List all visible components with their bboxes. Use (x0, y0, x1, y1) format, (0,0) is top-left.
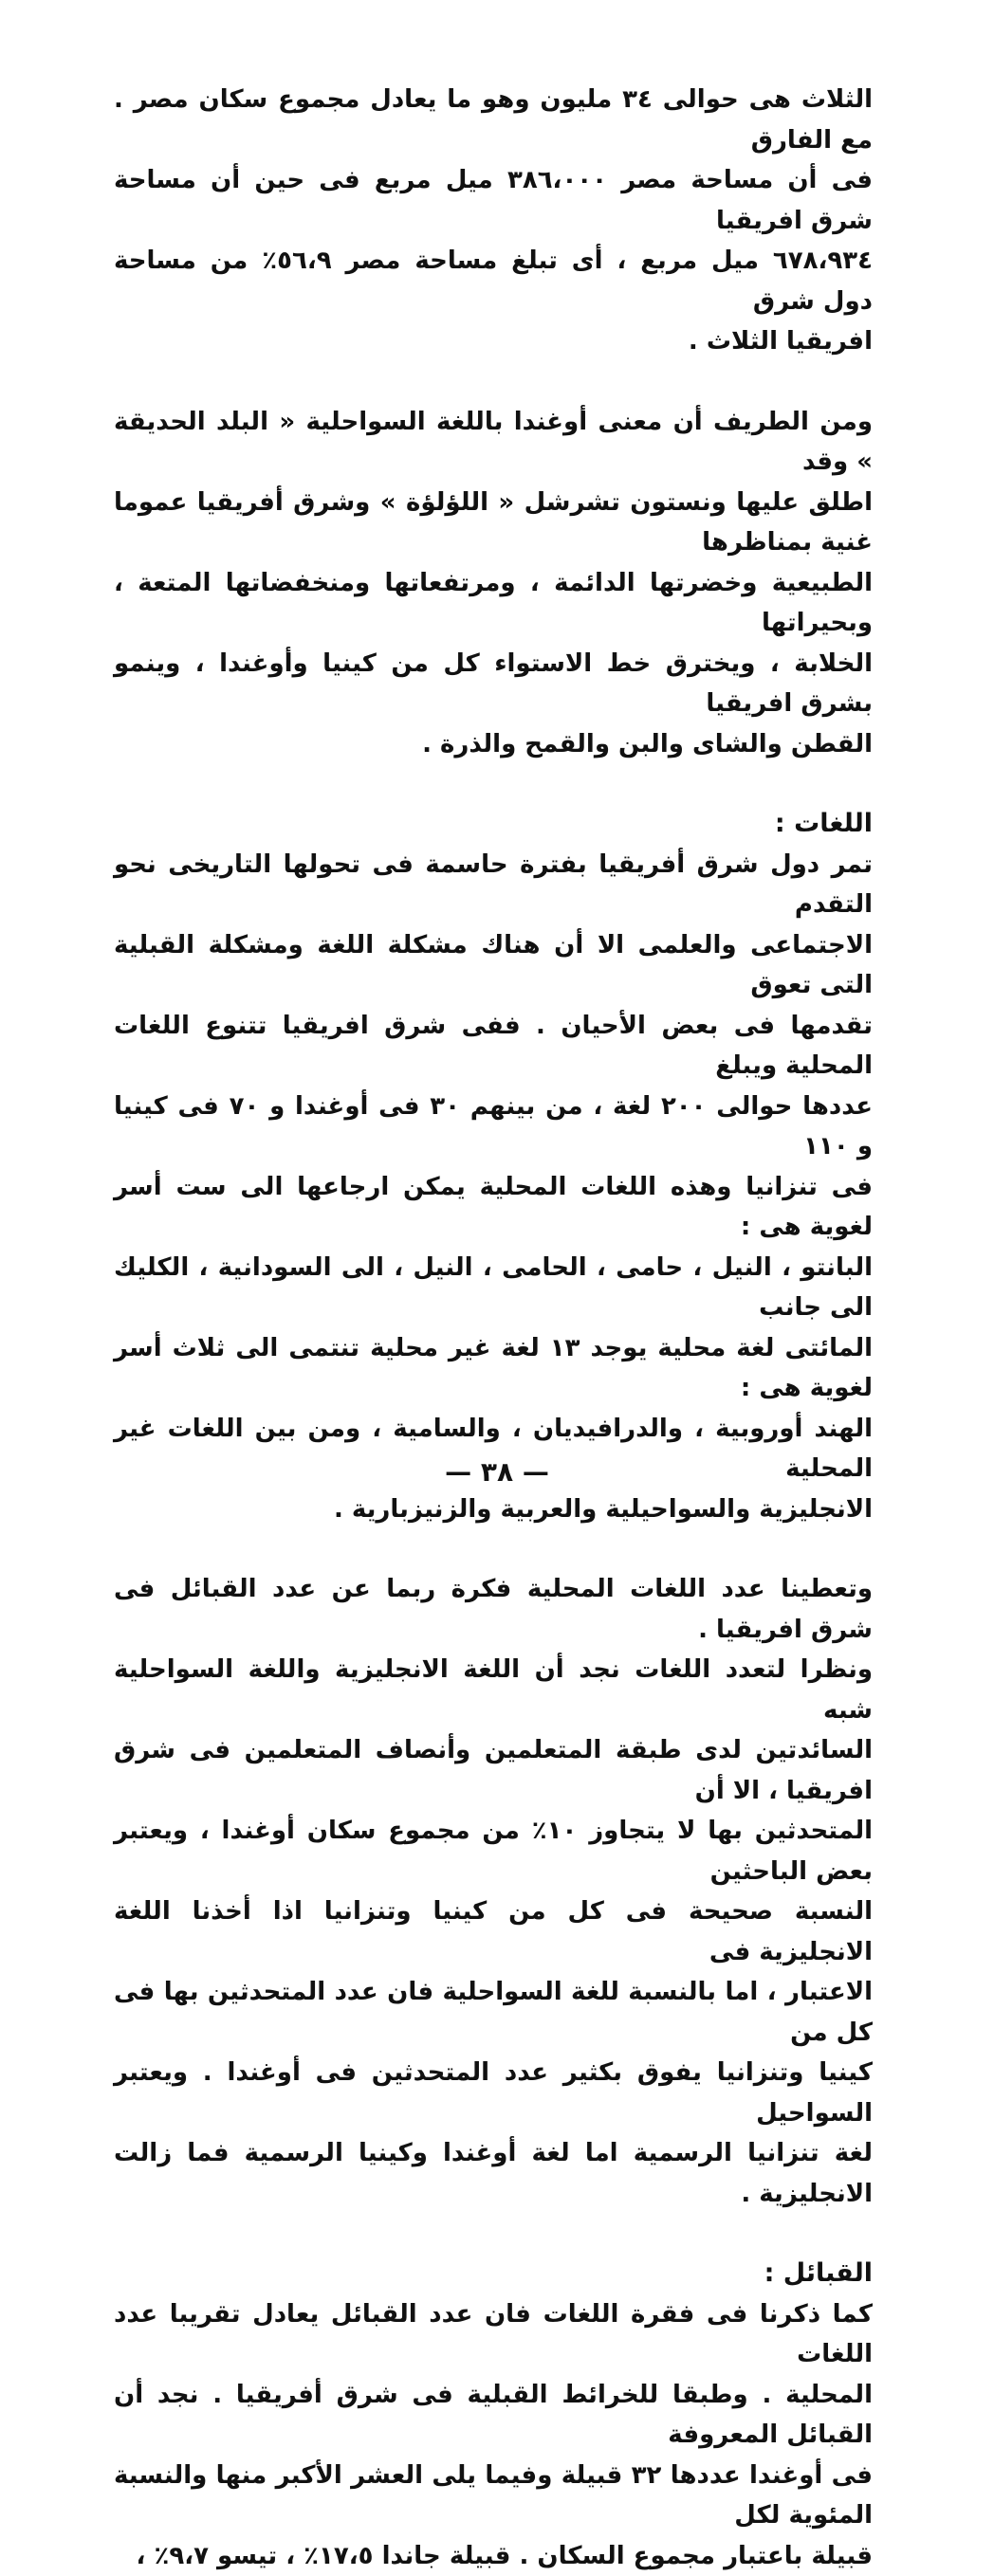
page-number: — ٣٨ — (0, 1456, 994, 1488)
text-line: الاعتبار ، اما بالنسبة للغة السواحلية فان عدد المتحدثين بها فى كل من (114, 1972, 873, 2053)
text-line: فى تنزانيا وهذه اللغات المحلية يمكن ارجاعها الى ست أسر لغوية هى : (114, 1167, 873, 1248)
text-line: ونظرا لتعدد اللغات نجد أن اللغة الانجليزية واللغة السواحلية شبه (114, 1650, 873, 1730)
paragraph-1 (114, 80, 873, 362)
text-line: الثلاث هى حوالى ٣٤ مليون وهو ما يعادل مجموع سكان مصر . مع الفارق (114, 80, 873, 160)
text-line: عددها حوالى ٢٠٠ لغة ، من بينهم ٣٠ فى أوغندا و ٧٠ فى كينيا و ١١٠ (114, 1087, 873, 1167)
text-line: الاجتماعى والعلمى الا أن هناك مشكلة اللغة ومشكلة القبلية التى تعوق (114, 925, 873, 1006)
text-line: ٦٧٨،٩٣٤ ميل مربع ، أى تبلغ مساحة مصر ٥٦،٩٪ من مساحة دول شرق (114, 241, 873, 321)
text-line: الهند أوروبية ، والدرافيديان ، والسامية ، ومن بين اللغات غير المحلية (114, 1409, 873, 1489)
text-line: لغة تنزانيا الرسمية اما لغة أوغندا وكينيا الرسمية فما زالت الانجليزية . (114, 2133, 873, 2214)
paragraph-2 (114, 402, 873, 765)
text-line: الانجليزية والسواحيلية والعربية والزنيزبارية . (114, 1489, 873, 1530)
text-line: البانتو ، النيل ، حامى ، الحامى ، النيل ، الى السودانية ، الكليك الى جانب (114, 1248, 873, 1328)
text-line: المائتى لغة محلية يوجد ١٣ لغة غير محلية تنتمى الى ثلاث أسر لغوية هى : (114, 1328, 873, 1409)
text-line: افريقيا الثلاث . (114, 321, 873, 362)
text-line: الخلابة ، ويخترق خط الاستواء كل من كينيا وأوغندا ، وينمو بشرق افريقيا (114, 644, 873, 724)
text-line: كينيا وتنزانيا يفوق بكثير عدد المتحدثين فى أوغندا . ويعتبر السواحيل (114, 2053, 873, 2133)
text-line: النسبة صحيحة فى كل من كينيا وتنزانيا اذا أخذنا اللغة الانجليزية فى (114, 1891, 873, 1972)
text-line: كما ذكرنا فى فقرة اللغات فان عدد القبائل يعادل تقريبا عدد اللغات (114, 2294, 873, 2375)
paragraph-4 (114, 1569, 873, 2214)
text-line: القطن والشاى والبن والقمح والذرة . (114, 724, 873, 765)
text-line: فى أوغندا عددها ٣٢ قبيلة وفيما يلى العشر الأكبر منها والنسبة المئوية لكل (114, 2456, 873, 2536)
section-heading-tribes: القبائل : (114, 2254, 873, 2294)
section-heading-languages: اللغات : (114, 804, 873, 845)
text-line: قبيلة باعتبار مجموع السكان . قبيلة جاندا ١٧،٥٪ ، تيسو ٩،٧٪ ، (114, 2536, 873, 2576)
text-line: المحلية . وطبقا للخرائط القبلية فى شرق أفريقيا . نجد أن القبائل المعروفة (114, 2375, 873, 2456)
paragraph-3 (114, 845, 873, 1530)
text-line: الطبيعية وخضرتها الدائمة ، ومرتفعاتها ومنخفضاتها المتعة ، وبحيراتها (114, 563, 873, 644)
text-line: اطلق عليها ونستون تشرشل « اللؤلؤة » وشرق أفريقيا عموما غنية بمناظرها (114, 483, 873, 563)
text-line: فى أن مساحة مصر ٣٨٦،٠٠٠ ميل مربع فى حين أن مساحة شرق افريقيا (114, 160, 873, 241)
text-line: ومن الطريف أن معنى أوغندا باللغة السواحلية « البلد الحديقة » وقد (114, 402, 873, 483)
text-line: السائدتين لدى طبقة المتعلمين وأنصاف المتعلمين فى شرق افريقيا ، الا أن (114, 1730, 873, 1811)
page-body (114, 80, 873, 2576)
text-line: وتعطينا عدد اللغات المحلية فكرة ربما عن عدد القبائل فى شرق افريقيا . (114, 1569, 873, 1650)
text-line: تمر دول شرق أفريقيا بفترة حاسمة فى تحولها التاريخى نحو التقدم (114, 845, 873, 925)
text-line: تقدمها فى بعض الأحيان . ففى شرق افريقيا تتنوع اللغات المحلية ويبلغ (114, 1006, 873, 1087)
text-line: المتحدثين بها لا يتجاوز ١٠٪ من مجموع سكان أوغندا ، ويعتبر بعض الباحثين (114, 1811, 873, 1891)
paragraph-5 (114, 2294, 873, 2576)
